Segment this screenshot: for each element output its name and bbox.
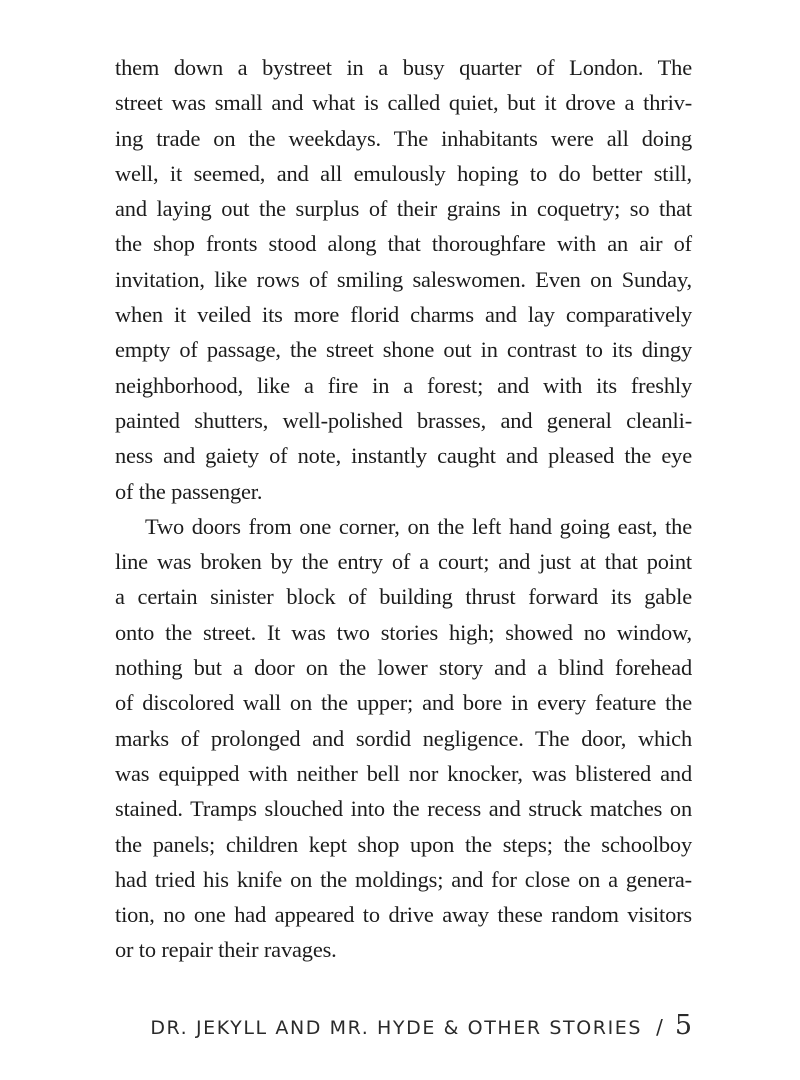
text-line: was equipped with neither bell nor knocker, was blistered and (115, 760, 692, 786)
text-line: of the passenger. (115, 478, 263, 504)
running-title: DR. JEKYLL AND MR. HYDE & OTHER STORIES (150, 1017, 643, 1039)
text-line: invitation, like rows of smiling saleswomen. Even on Sunday, (115, 266, 692, 292)
paragraph-1 (115, 50, 692, 509)
paragraph-2 (115, 509, 692, 968)
text-line: of discolored wall on the upper; and bore in every feature the (115, 690, 692, 716)
text-line: onto the street. It was two stories high; showed no window, (115, 619, 692, 645)
page-footer (115, 1010, 692, 1050)
text-line: the panels; children kept shop upon the steps; the schoolboy (115, 831, 692, 857)
text-line: marks of prolonged and sordid negligence. The door, which (115, 725, 692, 751)
page-number: 5 (674, 1010, 692, 1041)
text-line: when it veiled its more florid charms and lay comparatively (115, 302, 692, 328)
text-line: nothing but a door on the lower story and a blind forehead (115, 655, 692, 681)
text-line: and laying out the surplus of their grains in coquetry; so that (115, 196, 692, 222)
text-line: line was broken by the entry of a court; and just at that point (115, 549, 692, 575)
text-line: ing trade on the weekdays. The inhabitants were all doing (115, 125, 692, 151)
text-line: ness and gaiety of note, instantly caught and pleased the eye (115, 443, 692, 469)
text-line: well, it seemed, and all emulously hoping to do better still, (115, 160, 692, 186)
text-line: had tried his knife on the moldings; and for close on a genera- (115, 866, 692, 892)
text-line: neighborhood, like a fire in a forest; and with its freshly (115, 372, 692, 398)
body-text (115, 50, 692, 968)
text-line: tion, no one had appeared to drive away these random visitors (115, 902, 692, 928)
text-line: painted shutters, well-polished brasses, and general cleanli- (115, 407, 692, 433)
text-line: or to repair their ravages. (115, 937, 337, 963)
text-line: empty of passage, the street shone out in contrast to its dingy (115, 337, 692, 363)
text-line: the shop fronts stood along that thoroughfare with an air of (115, 231, 692, 257)
text-line: them down a bystreet in a busy quarter of London. The (115, 55, 692, 80)
text-line: street was small and what is called quiet, but it drove a thriv- (115, 90, 692, 116)
text-line: Two doors from one corner, on the left hand going east, the (145, 513, 692, 539)
footer-separator: / (656, 1015, 663, 1039)
text-line: a certain sinister block of building thrust forward its gable (115, 584, 692, 610)
text-line: stained. Tramps slouched into the recess and struck matches on (115, 796, 692, 822)
